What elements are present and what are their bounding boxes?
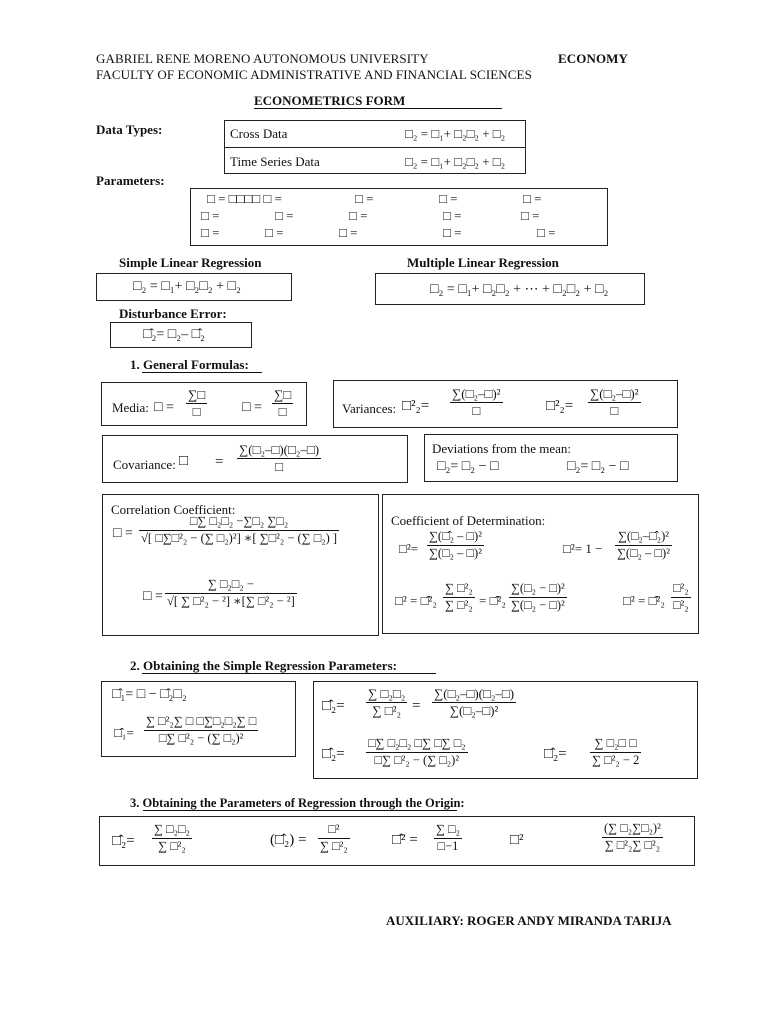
determination-label: Coefficient of Determination: <box>391 513 546 528</box>
origin-r2: □² <box>510 832 524 848</box>
beta1-formula-a: □̂₁= □ − □̂₂□₂ <box>112 687 187 702</box>
determination3-lhs: □² = □̂²₂ <box>395 593 437 608</box>
param-r2-c2: □ = <box>275 208 294 223</box>
variance-frac-y <box>588 386 641 420</box>
data-types-divider <box>225 147 525 148</box>
determination3-mid: = □̂²₂ <box>479 593 506 608</box>
param-r1-c1: □ = □□□□ □ = <box>207 191 282 206</box>
cross-data-label: Cross Data <box>230 126 288 141</box>
correlation2-frac <box>165 577 297 609</box>
variance-frac-x <box>450 386 503 420</box>
variances-box <box>333 380 678 428</box>
determination2-den: ∑(□₂ – □)² <box>617 545 670 560</box>
origin-var-lhs: (□̂₂) = <box>270 832 307 848</box>
disturbance-box <box>110 322 252 348</box>
covariance-num: ∑(□₂–□)(□₂–□) <box>237 442 321 459</box>
determination3-frac1 <box>443 581 475 613</box>
covariance-frac <box>237 442 321 476</box>
media-lhs-x: □ = <box>154 400 174 415</box>
determination2-num: ∑(□₂–□̂₂)² <box>615 529 672 546</box>
correlation2-lhs: □ = <box>143 589 163 604</box>
disturbance-title: Disturbance Error: <box>119 306 227 321</box>
media-den-x: □ <box>192 404 201 420</box>
correlation1-num: □∑ □₂□₂ −∑□₂ ∑□₂ <box>139 514 339 531</box>
determination4-lhs: □² = □̂²₂ <box>623 593 665 608</box>
variance-lhs-x: □²₂= <box>402 398 430 414</box>
correlation-box <box>102 494 379 636</box>
param-r2-c5: □ = <box>521 208 540 223</box>
beta2-frac-b <box>366 736 468 768</box>
variance-lhs-y: □²₂= <box>546 398 574 414</box>
correlation2-num: ∑ □₂□₂ − <box>165 577 297 594</box>
beta2-num-a: ∑ □₂□₂ <box>366 686 407 703</box>
section3-underline <box>143 810 457 811</box>
determination4-frac <box>671 581 691 613</box>
multiple-regression-title: Multiple Linear Regression <box>407 255 559 270</box>
param-r2-c4: □ = <box>443 208 462 223</box>
determination1-frac <box>427 529 484 561</box>
determination1-den: ∑(□₂ – □)² <box>429 545 482 560</box>
param-r3-c5: □ = <box>537 225 556 240</box>
beta2-eq-a: = <box>412 698 421 714</box>
param-r2-c3: □ = <box>349 208 368 223</box>
data-types-box <box>224 120 526 174</box>
section3-title: 3. Obtaining the Parameters of Regression through the Origin: <box>130 796 465 810</box>
beta2-num-c: ∑ □₂□ □ <box>590 736 641 753</box>
beta2-lhs-c: □̂₂= <box>544 746 567 762</box>
beta2-den-c: ∑ □²₂ − 2 <box>592 752 640 767</box>
deviation-y: □₂= □₂ − □ <box>567 459 629 474</box>
beta2-num-a2: ∑(□₂–□)(□₂–□) <box>432 686 516 703</box>
data-types-label: Data Types: <box>96 122 163 137</box>
time-series-formula: □₂ = □₁+ □₂□₂ + □₂ <box>405 154 506 169</box>
origin-box <box>99 816 695 866</box>
origin-sigma-num: ∑ □₂ <box>434 822 462 839</box>
origin-beta-lhs: □̂₂= <box>112 833 135 849</box>
beta2-num-b: □∑ □₂□₂ □∑ □∑ □₂ <box>366 736 468 753</box>
section1-underline <box>142 372 262 373</box>
origin-beta-frac <box>152 822 192 854</box>
media-num-y: ∑□ <box>272 387 293 404</box>
determination4-num: □²₂ <box>671 581 691 598</box>
variance-den-x: □ <box>472 403 481 419</box>
form-title: ECONOMETRICS FORM <box>254 93 406 108</box>
param-r1-c2: □ = <box>355 191 374 206</box>
form-title-underline <box>254 108 502 109</box>
param-r3-c4: □ = <box>443 225 462 240</box>
media-box <box>101 382 307 426</box>
beta1-lhs-b: □̂₁= <box>114 725 134 740</box>
simple-regression-title: Simple Linear Regression <box>119 255 262 270</box>
param-r3-c2: □ = <box>265 225 284 240</box>
origin-beta-num: ∑ □₂□₂ <box>152 822 192 839</box>
simple-regression-formula: □₂ = □₁+ □₂□₂ + □₂ <box>133 279 241 294</box>
correlation2-den: √[ ∑ □²₂ − ²] ∗[∑ □²₂ − ²] <box>167 593 295 608</box>
media-den-y: □ <box>278 404 287 420</box>
beta2-frac-c <box>590 736 641 768</box>
beta1-den-b: □∑ □²₂ − (∑ □₂)² <box>158 730 244 745</box>
variance-num-x: ∑(□₂–□)² <box>450 386 503 403</box>
covariance-equals: = <box>215 454 224 470</box>
parameters-box <box>190 188 608 246</box>
deviation-x: □₂= □₂ − □ <box>437 459 499 474</box>
multiple-regression-formula: □₂ = □₁+ □₂□₂ + ⋯ + □₂□₂ + □₂ <box>430 282 609 297</box>
beta2-lhs-a: □̂₂= <box>322 698 345 714</box>
correlation1-den: √[ □∑□²₂ − (∑ □₂)²] ∗[ ∑□²₂ − (∑ □₂) ] <box>141 530 338 545</box>
determination2-lhs: □²= 1 − <box>563 541 603 556</box>
beta2-frac-a <box>366 686 407 720</box>
beta1-num-b: ∑ □²₂∑ □ □∑□₂□₂∑ □ <box>144 714 258 731</box>
section1-title: 1. General Formulas: <box>130 357 249 372</box>
faculty-name: FACULTY OF ECONOMIC ADMINISTRATIVE AND FINANCIAL SCIENCES <box>96 67 532 82</box>
determination2-frac <box>615 529 672 561</box>
deviations-box <box>424 434 678 482</box>
section2-title: 2. Obtaining the Simple Regression Parameters: <box>130 658 397 673</box>
determination1-num: ∑(□̂₂ – □)² <box>427 529 484 546</box>
beta1-box <box>101 681 296 757</box>
determination-box <box>382 494 699 634</box>
media-lhs-y: □ = <box>242 400 262 415</box>
determination3-den1: ∑ □²₂ <box>445 597 473 612</box>
param-r1-c4: □ = <box>523 191 542 206</box>
param-r2-c1: □ = <box>201 208 220 223</box>
media-frac-y <box>272 387 293 421</box>
variance-num-y: ∑(□₂–□)² <box>588 386 641 403</box>
beta2-lhs-b: □̂₂= <box>322 746 345 762</box>
param-r3-c3: □ = <box>339 225 358 240</box>
beta1-frac-b <box>144 714 258 746</box>
simple-regression-box <box>96 273 292 301</box>
covariance-label: Covariance: <box>113 457 176 472</box>
beta2-den-a: ∑ □²₂ <box>372 703 402 719</box>
origin-r2-frac <box>602 821 663 853</box>
variances-label: Variances: <box>342 401 397 416</box>
covariance-lhs: □ <box>179 453 189 469</box>
determination3-num1: ∑ □²₂ <box>443 581 475 598</box>
university-name: GABRIEL RENE MORENO AUTONOMOUS UNIVERSITY <box>96 51 429 66</box>
section2-underline <box>142 673 436 674</box>
origin-sigma-den: □−1 <box>437 838 459 853</box>
covariance-box <box>102 435 408 483</box>
variance-den-y: □ <box>610 403 619 419</box>
media-num-x: ∑□ <box>186 387 207 404</box>
origin-sigma-lhs: □̂² = <box>392 832 418 848</box>
origin-sigma-frac <box>434 822 462 854</box>
beta2-box <box>313 681 698 779</box>
origin-var-den: ∑ □²₂ <box>320 838 348 853</box>
covariance-den: □ <box>275 459 283 475</box>
deviations-label: Deviations from the mean: <box>432 441 571 456</box>
param-r1-c3: □ = <box>439 191 458 206</box>
beta2-den-b: □∑ □²₂ − (∑ □₂)² <box>374 752 460 767</box>
determination4-den: □²₂ <box>673 597 689 612</box>
cross-data-formula: □₂ = □₁+ □₂□₂ + □₂ <box>405 126 506 141</box>
correlation-label: Correlation Coefficient: <box>111 502 236 517</box>
origin-r2-num: (∑ □₂∑□₂)² <box>602 821 663 838</box>
correlation1-lhs: □ = <box>113 526 133 541</box>
media-frac-x <box>186 387 207 421</box>
determination1-lhs: □²= <box>399 541 419 556</box>
multiple-regression-box <box>375 273 645 305</box>
correlation1-frac <box>139 514 339 546</box>
param-r3-c1: □ = <box>201 225 220 240</box>
origin-var-num: □² <box>318 822 350 839</box>
parameters-label: Parameters: <box>96 173 165 188</box>
determination3-den2: ∑(□₂ − □)² <box>511 597 565 612</box>
determination3-num2: ∑(□₂ − □)² <box>509 581 567 598</box>
beta2-den-a2: ∑(□₂–□)² <box>449 703 499 719</box>
media-label: Media: <box>112 400 149 415</box>
determination3-frac2 <box>509 581 567 613</box>
time-series-label: Time Series Data <box>230 154 320 169</box>
subject-label: ECONOMY <box>558 51 629 66</box>
origin-var-frac <box>318 822 350 854</box>
auxiliary-credit: AUXILIARY: ROGER ANDY MIRANDA TARIJA <box>386 913 672 928</box>
origin-r2-den: ∑ □²₂∑ □²₂ <box>604 837 661 852</box>
origin-beta-den: ∑ □²₂ <box>158 838 186 853</box>
beta2-frac-a2 <box>432 686 516 720</box>
disturbance-formula: □̂₂= □₂– □̂₂ <box>143 327 205 342</box>
